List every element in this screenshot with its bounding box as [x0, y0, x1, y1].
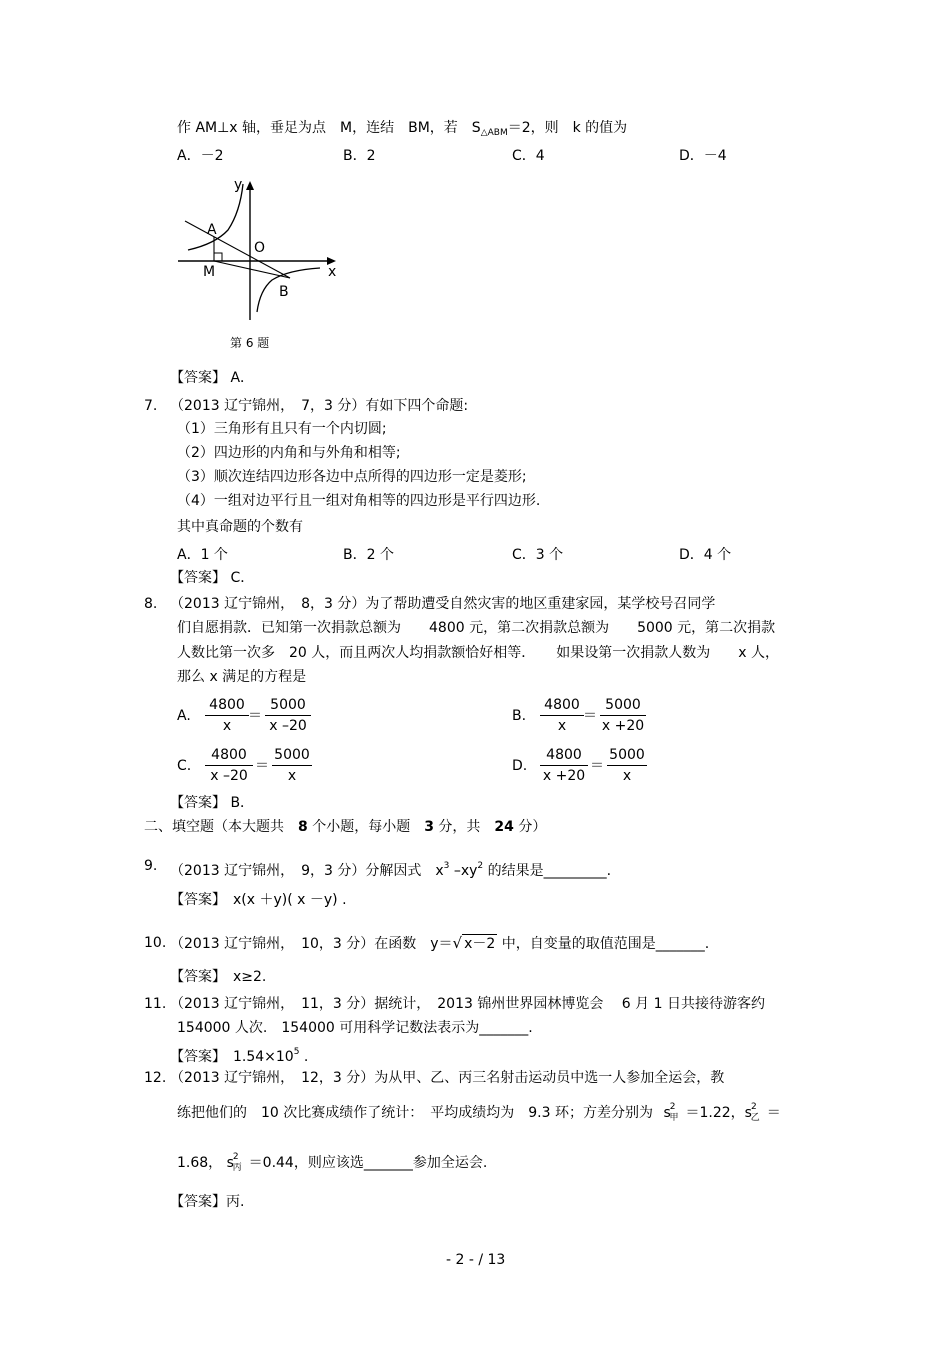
q7-item-2: （2）四边形的内角和与外角和相等;: [177, 445, 401, 461]
radical-sign-icon: √: [452, 934, 463, 952]
q8-line-4: 那么 x 满足的方程是: [177, 669, 307, 685]
section-points-each: 3: [424, 819, 434, 835]
q6-stem: [177, 118, 627, 143]
q6-figure-caption: 第 6 题: [230, 336, 270, 350]
q8-option-c-right-fraction: [272, 745, 312, 786]
fraction-denominator: x: [557, 718, 567, 734]
section-heading-text: 二、填空题（本大题共: [144, 819, 298, 835]
q8-answer: 【答案】 B．: [170, 795, 255, 811]
segment-bm: [214, 261, 290, 278]
q8-option-c-letter: C.: [177, 758, 192, 774]
q7-question: 其中真命题的个数有: [177, 519, 303, 535]
section-heading: [144, 817, 546, 837]
q8-line-3: 人数比第一次多 20 人，而且两次人均捐款额恰好相等． 如果设第一次捐款人数为 x 人，: [177, 645, 779, 661]
fraction-numerator: 5000: [265, 695, 311, 716]
section-heading-text: 分）: [513, 819, 547, 835]
q8-option-b-letter: B.: [512, 708, 527, 724]
q8-option-a-equals: ＝: [248, 708, 262, 724]
q9-stem-text: （2013 辽宁锦州， 9，3 分）分解因式 x: [170, 863, 444, 879]
q7-item-3: （3）顺次连结四边形各边中点所得的四边形一定是菱形;: [177, 469, 527, 485]
q9-exponent: 3: [443, 861, 450, 871]
variance-symbol: s: [226, 1155, 234, 1171]
q6-option-c: C．4: [512, 148, 545, 164]
q7-item-4: （4）一组对边平行且一组对角相等的四边形是平行四边形.: [177, 493, 541, 509]
q6-answer: 【答案】 A．: [170, 370, 255, 386]
fraction-numerator: 4800: [540, 745, 588, 766]
q8-option-c-left-fraction: [205, 745, 253, 786]
fraction-numerator: 4800: [205, 695, 249, 716]
q8-option-b-left-fraction: [540, 695, 584, 736]
fraction-denominator: x –20: [210, 768, 248, 784]
q12-line-3: [177, 1153, 487, 1175]
q6-stem-text-end: ＝2，则 k 的值为: [507, 120, 628, 136]
label-y: y: [234, 177, 243, 193]
fraction-numerator: 4800: [205, 745, 253, 766]
q8-line-1: （2013 辽宁锦州， 8，3 分）为了帮助遭受自然灾害的地区重建家园，某学校号召同学: [170, 596, 716, 612]
q9-answer: 【答案】 x(x ＋y)( x －y) .: [170, 892, 347, 908]
q8-line-2: 们自愿捐款．已知第一次捐款总额为 4800 元，第二次捐款总额为 5000 元，第二次捐款: [177, 620, 776, 636]
q8-option-b-equals: ＝: [583, 708, 597, 724]
q11-answer-text: 【答案】 1.54×10: [170, 1049, 294, 1065]
fraction-denominator: x: [222, 718, 232, 734]
q7-number: 7.: [144, 398, 158, 414]
q8-option-a-letter: A.: [177, 708, 191, 724]
fraction-numerator: 4800: [540, 695, 584, 716]
q12-number: 12.: [144, 1070, 167, 1086]
q12-line-3-text: ＝0.44，则应该选_______参加全运会.: [248, 1155, 488, 1171]
label-a: A: [207, 222, 217, 238]
variance-subscript-yi: 乙: [750, 1113, 760, 1123]
q11-number: 11.: [144, 996, 167, 1012]
q12-line-1: （2013 辽宁锦州， 12，3 分）为从甲、乙、丙三名射击运动员中选一人参加全运会，教: [170, 1070, 725, 1086]
section-count: 8: [298, 819, 308, 835]
variance-symbol: s: [744, 1105, 752, 1121]
q10-number: 10.: [144, 935, 167, 951]
fraction-numerator: 5000: [600, 695, 646, 716]
fraction-denominator: x –20: [269, 718, 307, 734]
q8-option-c-equals: ＝: [255, 758, 269, 774]
q10-stem-text: 中，自变量的取值范围是_______.: [497, 936, 710, 952]
variance-exponent: 2: [232, 1152, 239, 1162]
q12-line-2-text: 练把他们的 10 次比赛成绩作了统计： 平均成绩均为 9.3 环；方差分别为: [177, 1105, 653, 1121]
q8-option-d-letter: D.: [512, 758, 528, 774]
q6-stem-subscript: △ABM: [480, 128, 508, 138]
q8-number: 8.: [144, 596, 158, 612]
q10-answer: 【答案】 x≥2.: [170, 969, 267, 985]
fraction-numerator: 5000: [607, 745, 647, 766]
q8-option-a-right-fraction: [265, 695, 311, 736]
line-ab: [185, 221, 290, 278]
label-m: M: [203, 264, 216, 280]
q9-number: 9.: [144, 858, 158, 874]
q6-stem-text: 作 AM⊥x 轴，垂足为点 M，连结 BM，若 S: [177, 120, 481, 136]
label-b: B: [279, 284, 289, 300]
q7-option-c: C．3 个: [512, 547, 564, 563]
y-axis-arrow: [246, 181, 254, 190]
q6-option-b: B．2: [343, 148, 376, 164]
q9-stem-text: 的结果是_________.: [483, 863, 612, 879]
q12-line-3-text: 1.68，: [177, 1155, 223, 1171]
fraction-numerator: 5000: [272, 745, 312, 766]
q12-answer: 【答案】丙.: [170, 1194, 245, 1210]
variance-exponent: 2: [669, 1102, 676, 1112]
fraction-denominator: x +20: [542, 768, 586, 784]
fraction-denominator: x: [622, 768, 632, 784]
q11-line-1: （2013 辽宁锦州， 11，3 分）据统计， 2013 锦州世界园林博览会 6 月 1 日共接待游客约: [170, 996, 765, 1012]
label-x: x: [328, 264, 337, 280]
variance-value-jia: ＝1.22，: [685, 1105, 745, 1121]
q7-option-d: D．4 个: [679, 547, 732, 563]
q9-stem: [170, 856, 611, 881]
label-o: O: [254, 240, 266, 256]
q11-line-2: 154000 人次. 154000 可用科学记数法表示为_______.: [177, 1020, 533, 1036]
q8-option-a-left-fraction: [205, 695, 249, 736]
q11-answer-exponent: 5: [293, 1047, 300, 1057]
q9-stem-text: –xy: [449, 863, 478, 879]
equals-sign: ＝: [766, 1105, 781, 1121]
q6-option-d: D．－4: [679, 148, 727, 164]
right-angle-mark: [214, 253, 222, 261]
section-heading-text: 分，共: [433, 819, 495, 835]
q7-answer: 【答案】 C．: [170, 570, 255, 586]
q8-option-d-equals: ＝: [590, 758, 604, 774]
hyperbola-upper-left: [188, 184, 243, 250]
fraction-denominator: x: [287, 768, 297, 784]
q6-figure: [170, 172, 350, 332]
variance-subscript-bing: 丙: [232, 1163, 242, 1173]
q11-answer: [170, 1042, 308, 1067]
section-points-total: 24: [494, 819, 514, 835]
q10-stem-text: （2013 辽宁锦州， 10，3 分）在函数 y＝: [170, 936, 453, 952]
q7-option-b: B．2 个: [343, 547, 394, 563]
section-heading-text: 个小题，每小题: [307, 819, 425, 835]
variance-symbol: s: [663, 1105, 671, 1121]
q7-option-a: A．1 个: [177, 547, 228, 563]
q7-item-1: （1）三角形有且只有一个内切圆;: [177, 421, 387, 437]
q8-option-d-right-fraction: [607, 745, 647, 786]
q9-exponent: 2: [477, 861, 484, 871]
variance-exponent: 2: [750, 1102, 757, 1112]
q8-option-b-right-fraction: [600, 695, 646, 736]
q7-stem: （2013 辽宁锦州， 7，3 分）有如下四个命题:: [170, 398, 469, 414]
variance-subscript-jia: 甲: [669, 1113, 679, 1123]
q10-radicand: x－2: [464, 936, 496, 952]
page-number: - 2 - / 13: [446, 1252, 506, 1268]
q6-option-a: A．－2: [177, 148, 224, 164]
q12-line-2: [177, 1103, 781, 1125]
fraction-denominator: x +20: [601, 718, 645, 734]
q10-stem: [170, 933, 709, 954]
q11-answer-text: .: [299, 1049, 309, 1065]
q8-option-d-left-fraction: [540, 745, 588, 786]
